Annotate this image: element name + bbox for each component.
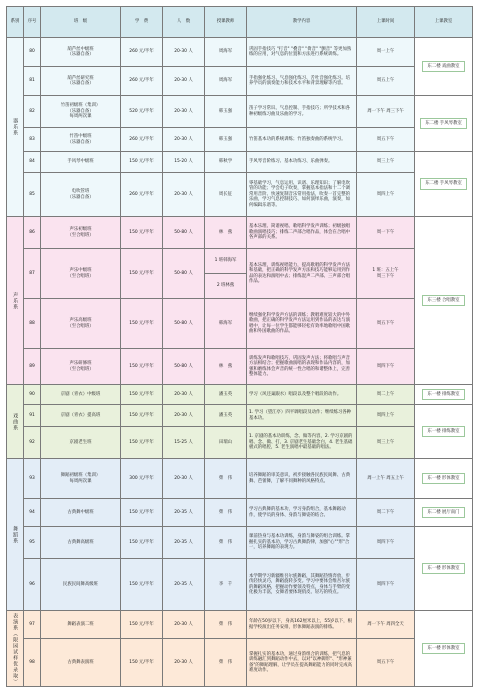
room: 东二楼 手风琴教室: [415, 96, 473, 152]
time: 周三上午: [357, 152, 415, 173]
time: 周一下午: [357, 217, 415, 249]
table-row: [7, 427, 473, 459]
size: 50-80 人: [163, 217, 205, 249]
class-name: 竹笛中级班 （乐器自备）: [41, 128, 121, 152]
class-name: 民族民间舞高级班: [41, 559, 121, 611]
content: 课前热身与基本功训练，身韵与舞姿的组合训练。掌握扎实的基本功，学习古典舞韵律，加强"心""形"合一，培养舞蹈的表现力。: [247, 527, 357, 559]
row-no: 85: [24, 173, 41, 217]
table-row: [7, 299, 473, 349]
header-class: 班 级: [41, 7, 121, 38]
row-no: 98: [24, 639, 41, 687]
time: 周五下午: [357, 128, 415, 152]
fee: 260 元/半年: [121, 38, 163, 67]
teacher: 柴 伟: [205, 459, 247, 499]
content: 1. 京剧的基本功训练，念、做等内容，2. 学习京剧的唱、念、做、打，3. 京剧老生基础念白，4. 老生基础板式的唱腔，5. 老生演唱中最基础的唱法。: [247, 427, 357, 459]
teacher: 周海军: [205, 67, 247, 96]
fee: 150 元/半年: [121, 299, 163, 349]
time: 周五上午: [357, 67, 415, 96]
room: 东二楼 展厅南门: [415, 499, 473, 527]
row-no: 87: [24, 249, 41, 299]
class-name: 竹笛初级班（集训） （乐器自备） 每周两次课: [41, 96, 121, 128]
content: 手指强化练习、气息强化练习、舌吐音强化练习。培养学员的演奏能力和技术水平和背景理解等内容。: [247, 67, 357, 96]
row-no: 92: [24, 427, 41, 459]
size: 20-30 人: [163, 173, 205, 217]
class-name: 葫芦丝中级班 （乐器自备）: [41, 38, 121, 67]
teacher: 田瑞山: [205, 427, 247, 459]
content: 继续强化科学发声方法的训练；教唱难度较大的中外歌曲，把正确的科学发声方法运用到作品的表达与演唱中，让每一位学生都能够轻松有效率地歌唱中国歌曲和外国歌曲的作品。: [247, 299, 357, 349]
header-time: 上课时间: [357, 7, 415, 38]
content: 1. 学习（望江亭）四平调唱段及动作；继续练习各种基本功。: [247, 405, 357, 427]
size: 20-30 人: [163, 639, 205, 687]
room: 东一楼 排练教室: [415, 405, 473, 459]
teacher: 柴 伟: [205, 611, 247, 639]
teacher: 柴 伟: [205, 639, 247, 687]
teacher: 李 千: [205, 559, 247, 611]
row-no: 83: [24, 128, 41, 152]
size: 50-80 人: [163, 299, 205, 349]
time: 周二上午: [357, 385, 415, 405]
teacher: 周海军: [205, 38, 247, 67]
fee: 150 元/半年: [121, 427, 163, 459]
row-no: 90: [24, 385, 41, 405]
size: 50-80 人: [163, 249, 205, 299]
fee: 520 元/半年: [121, 96, 163, 128]
teacher: 2 班林燕: [205, 274, 247, 299]
fee: 150 元/半年: [121, 559, 163, 611]
row-no: 94: [24, 499, 41, 527]
table-row: [7, 349, 473, 385]
course-table: [6, 6, 473, 687]
table-row: [7, 217, 473, 249]
size: 20-30 人: [163, 67, 205, 96]
content: 基本乐理，训练视唱能力，提高歌唱的科学发声方法和基础，把正确的科学发声方法和技巧能够运用到作品的表达和演唱中去；排练混声二声部、三声部合唱作品。: [247, 249, 357, 299]
room: 东二楼 戏曲教室: [415, 38, 473, 96]
time: 周一上午: [357, 38, 415, 67]
class-name: 声乐高级班 （至合唱班）: [41, 299, 121, 349]
row-no: 95: [24, 527, 41, 559]
time: 周四下午: [357, 349, 415, 385]
class-name: 舞蹈表演二班: [41, 611, 121, 639]
content: 训练发声和歌唱技巧，巩固发声方法；将歌唱与声音方法相结合；把握歌曲演唱的表现和作品内容的，加强和磨练体会声音的统一性合唱的和谐整体上，完善整体能力。: [247, 349, 357, 385]
fee: 150 元/半年: [121, 349, 163, 385]
table-row: [7, 527, 473, 559]
fee: 150 元/半年: [121, 249, 163, 299]
fee: 150 元/半年: [121, 611, 163, 639]
category-music: 器乐系: [7, 38, 24, 217]
class-name: 声乐初级班 （至合唱班）: [41, 217, 121, 249]
teacher: 潘玉英: [205, 385, 247, 405]
size: 20-35 人: [163, 527, 205, 559]
size: 15-20 人: [163, 152, 205, 173]
row-no: 82: [24, 96, 41, 128]
class-name: 京剧（青衣）提高班: [41, 405, 121, 427]
fee: 150 元/半年: [121, 152, 163, 173]
row-no: 80: [24, 38, 41, 67]
header-no: 序号: [24, 7, 41, 38]
time: 周四上午: [357, 405, 415, 427]
category-vocal: 声乐系: [7, 217, 24, 385]
content: 基本乐理、简谱视唱、歌唱科学发声训练；初级独唱歌曲演唱技巧；排练二声部合唱作品，体会在合唱中各声部的关系。: [247, 217, 357, 249]
time: 周一下午 周四全天: [357, 611, 415, 639]
table-row: [7, 67, 473, 96]
teacher: 柴 伟: [205, 499, 247, 527]
content: 年龄在50岁以下，身高162厘米以上，55岁以下，根据学校演出任务安排，形体舞蹈表演的排练。: [247, 611, 357, 639]
row-no: 93: [24, 459, 41, 499]
table-row: [7, 38, 473, 67]
class-name: 古典舞表演班: [41, 639, 121, 687]
room: 东一楼 形体教室: [415, 459, 473, 499]
room: 东三楼 合唱教室: [415, 217, 473, 385]
size: 20-30 人: [163, 128, 205, 152]
teacher: 柴 伟: [205, 527, 247, 559]
time: 周一下午 周三下午: [357, 96, 415, 128]
time: 周四下午: [357, 527, 415, 559]
row-no: 96: [24, 559, 41, 611]
fee: 150 元/半年: [121, 405, 163, 427]
teacher: 韩玉强: [205, 128, 247, 152]
table-row: [7, 611, 473, 639]
row-no: 81: [24, 67, 41, 96]
teacher: 韩玉强: [205, 96, 247, 128]
class-name: 手风琴中级班: [41, 152, 121, 173]
size: 20-30 人: [163, 96, 205, 128]
fee: 260 元/半年: [121, 128, 163, 152]
header-room: 上课教室: [415, 7, 473, 38]
class-name: 京剧老生班: [41, 427, 121, 459]
header-row: [7, 7, 473, 38]
row-no: 84: [24, 152, 41, 173]
category-opera: 戏曲系: [7, 385, 24, 459]
fee: 260 元/半年: [121, 173, 163, 217]
size: 20-30 人: [163, 38, 205, 67]
table-row: [7, 173, 473, 217]
time: 周一上午 周五上午: [357, 459, 415, 499]
class-name: 京剧（青衣）中级班: [41, 385, 121, 405]
content: 巩固手指技巧 "打音" "叠音" "倚音" "颤音" 等更加熟练的应用，对气息的位置和方法进行系统训练。: [247, 38, 357, 67]
teacher: 林 燕: [205, 217, 247, 249]
table-row: [7, 96, 473, 128]
class-name: 古典舞中级班: [41, 499, 121, 527]
table-row: [7, 559, 473, 611]
row-no: 89: [24, 349, 41, 385]
time: 周四下午: [357, 559, 415, 611]
teacher: 林 燕: [205, 349, 247, 385]
time: 周五下午: [357, 299, 415, 349]
header-fee: 学 费: [121, 7, 163, 38]
room: 东一楼 形体教室: [415, 527, 473, 611]
fee: 300 元/半年: [121, 459, 163, 499]
course-schedule-sheet: [6, 6, 472, 694]
class-name: 声乐研修班 （至合唱班）: [41, 349, 121, 385]
category-dance: 舞蹈系: [7, 459, 24, 611]
teacher: 韩海军: [205, 299, 247, 349]
size: 15-25 人: [163, 427, 205, 459]
size: 20-35 人: [163, 559, 205, 611]
class-name: 葫芦丝研究班 （乐器自备）: [41, 67, 121, 96]
class-name: 舞蹈初级班（集训） 每周两次课: [41, 459, 121, 499]
teacher: 1 班韩海军: [205, 249, 247, 274]
content: 培养舞蹈的审美意识，初步接触各民族民间舞、古典舞、芭蕾舞，了解不同舞种的风格特点。: [247, 459, 357, 499]
time: 周四上午: [357, 173, 415, 217]
header-category: 系别: [7, 7, 24, 38]
teacher: 潘玉英: [205, 405, 247, 427]
room: 东二楼 手风琴教室: [415, 152, 473, 217]
content: 笛子学习常识、气息控制、手指技巧；所学技术和各种初级练习曲及乐曲的学习。: [247, 96, 357, 128]
row-no: 91: [24, 405, 41, 427]
content: 手风琴音阶练习、基本功练习、乐曲弹奏。: [247, 152, 357, 173]
category-perf: 表演系（限园试样优录取）: [7, 611, 24, 687]
row-no: 97: [24, 611, 41, 639]
fee: 150 元/半年: [121, 499, 163, 527]
size: 50-80 人: [163, 349, 205, 385]
header-teacher: 授课教师: [205, 7, 247, 38]
fee: 150 元/半年: [121, 217, 163, 249]
room: 东一楼 排练教室: [415, 385, 473, 405]
table-row: [7, 385, 473, 405]
table-row: [7, 459, 473, 499]
size: 20-30 人: [163, 459, 205, 499]
size: 20-30 人: [163, 385, 205, 405]
time: 周五下午: [357, 639, 415, 687]
time: 1 班：五上午 周三下午: [357, 249, 415, 299]
table-row: [7, 499, 473, 527]
time: 周二下午: [357, 499, 415, 527]
content: 学习（风还巢跟水）唱段以及整个唱段的动作。: [247, 385, 357, 405]
content: 竹笛基本功的系统训练；竹笛独奏曲的系统学习。: [247, 128, 357, 152]
table-row: [7, 405, 473, 427]
table-row: [7, 249, 473, 274]
table-row: [7, 128, 473, 152]
teacher: 韩秋学: [205, 152, 247, 173]
content: 学习古典舞的基本功，学习身韵组合，基本舞蹈动作，使学员的身体、身韵与舞姿的结合。: [247, 499, 357, 527]
content: 零基础学习，气息运用、识谱、乐理知识；了解电吹管的功能；学会电子吹奏，掌握基本指法和十二个调常用音阶、快速复制音乐常用指法，吹奏一首完整的乐曲，学习气息控制技巧、如何演绎乐曲，演奏，如何编辑乐谱等。: [247, 173, 357, 217]
class-name: 声乐中级班 （至合唱班）: [41, 249, 121, 299]
size: 20-30 人: [163, 611, 205, 639]
content: 掌握扎实的基本功，通过身韵组合的训练，把气息的训练融汇到舞蹈动作中去，以对"以神御形"、"形神兼备"的舞蹈理解，让学员在提高舞蹈能力的同时完成高难度动作。: [247, 639, 357, 687]
table-row: [7, 152, 473, 173]
fee: 150 元/半年: [121, 385, 163, 405]
header-size: 人 数: [163, 7, 205, 38]
header-content: 教学内容: [247, 7, 357, 38]
class-name: 电吹管班 （乐器自备）: [41, 173, 121, 217]
time: 周三上午: [357, 427, 415, 459]
row-no: 88: [24, 299, 41, 349]
teacher: 周长征: [205, 173, 247, 217]
fee: 150 元/半年: [121, 639, 163, 687]
size: 20-30 人: [163, 405, 205, 427]
fee: 260 元/半年: [121, 67, 163, 96]
content: 本学期学习新疆维吾尔族舞蹈，其舞蹈热情奔放，步伐轻快灵巧，舞蹈旋转多变。学习中要体会维吾尔族的舞蹈风格，把握动作要领及特点，身体与手臂的变化极为丰富，女舞者要体现俏皮、轻巧的特点。: [247, 559, 357, 611]
row-no: 86: [24, 217, 41, 249]
class-name: 古典舞高级班: [41, 527, 121, 559]
room: 东一楼 形体教室: [415, 611, 473, 687]
table-row: [7, 639, 473, 687]
fee: 150 元/半年: [121, 527, 163, 559]
size: 20-35 人: [163, 499, 205, 527]
